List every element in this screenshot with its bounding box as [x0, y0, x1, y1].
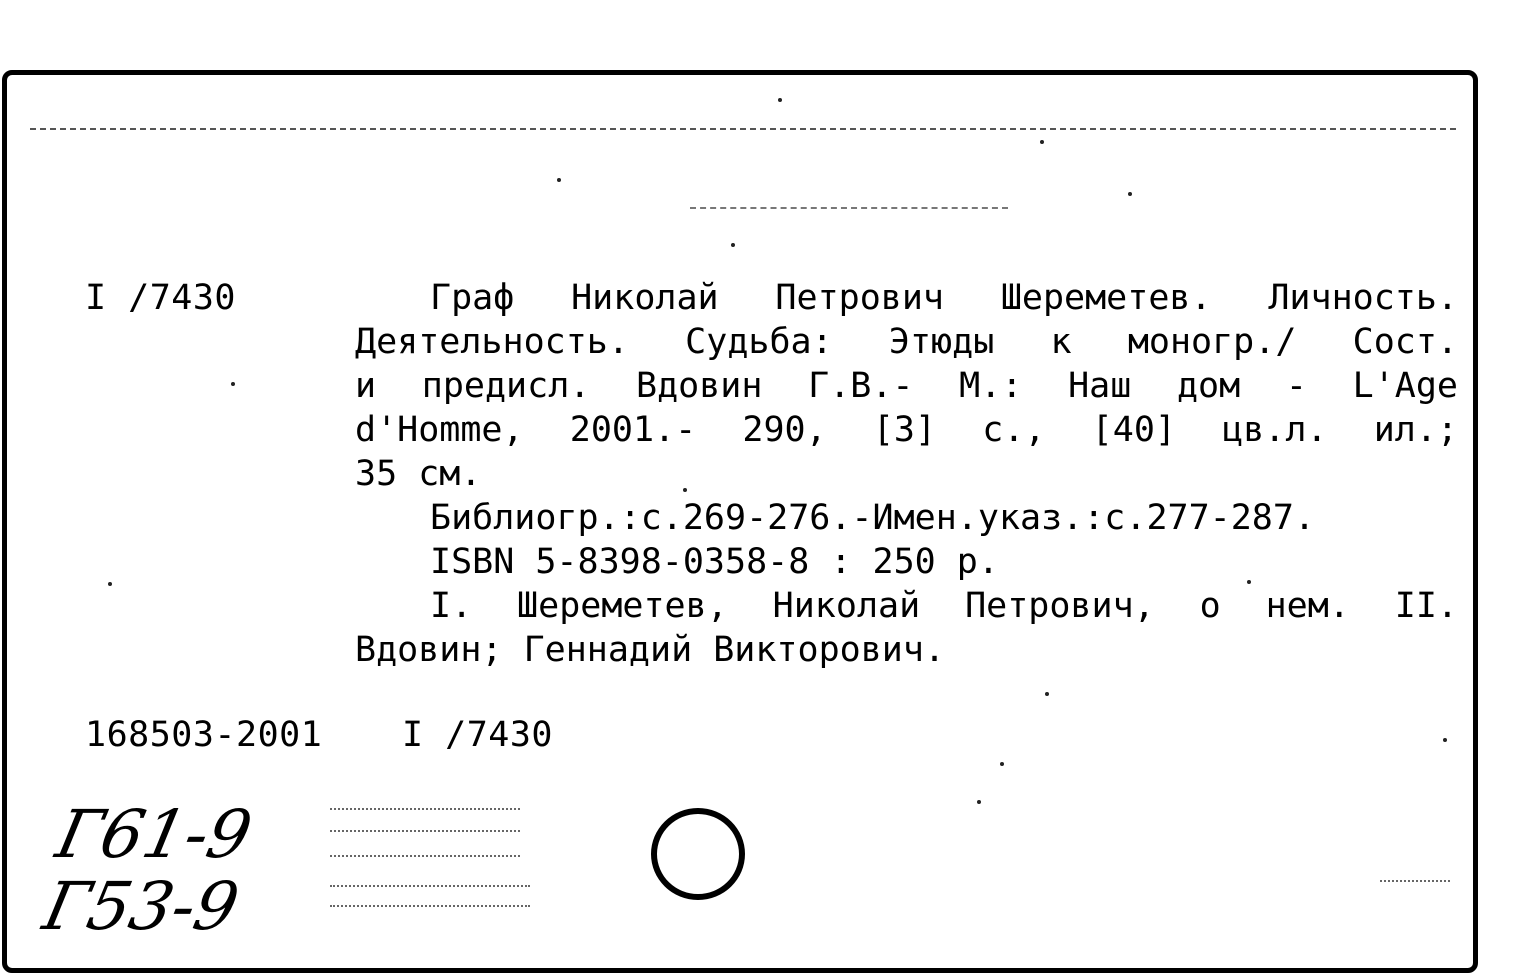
speck	[1000, 762, 1004, 766]
speck	[108, 582, 112, 586]
speck	[231, 382, 235, 386]
card-top-rule	[30, 128, 1456, 130]
accession-number: 168503-2001	[85, 715, 323, 755]
scan-noise	[330, 830, 520, 832]
scan-noise	[330, 808, 520, 810]
description-line: Вдовин; Геннадий Викторович.	[355, 630, 946, 670]
description-line: d'Homme, 2001.- 290, [3] с., [40] цв.л. ил.;	[355, 410, 1458, 450]
speck	[557, 178, 561, 182]
scan-noise	[330, 885, 530, 887]
description-line: ISBN 5-8398-0358-8 : 250 р.	[430, 542, 999, 582]
description-line: Деятельность. Судьба: Этюды к моногр./ Сост.	[355, 322, 1458, 362]
circle-stamp	[651, 808, 745, 900]
bibliographic-description	[355, 276, 1458, 672]
speck	[1443, 738, 1447, 742]
speck	[1128, 192, 1132, 196]
shelf-mark: I /7430	[85, 278, 237, 318]
scan-noise	[330, 855, 520, 857]
description-line: и предисл. Вдовин Г.В.- М.: Наш дом - L'Age	[355, 366, 1458, 406]
scan-noise	[330, 905, 530, 907]
speck	[778, 98, 782, 102]
description-line: I. Шереметев, Николай Петрович, о нем. II.	[430, 586, 1458, 626]
speck	[1040, 140, 1044, 144]
card-secondary-rule	[690, 207, 1008, 209]
description-line: 35 см.	[355, 454, 482, 494]
speck	[977, 800, 981, 804]
handwritten-note: Г53-9	[36, 868, 246, 945]
description-line: Библиогр.:с.269-276.-Имен.указ.:с.277-287.	[430, 498, 1316, 538]
scan-noise	[1380, 880, 1450, 882]
description-line: Граф Николай Петрович Шереметев. Личность.	[430, 278, 1458, 318]
handwritten-note: Г61-9	[49, 796, 259, 873]
speck	[1045, 692, 1049, 696]
accession-shelf-mark: I /7430	[402, 715, 554, 755]
speck	[731, 243, 735, 247]
